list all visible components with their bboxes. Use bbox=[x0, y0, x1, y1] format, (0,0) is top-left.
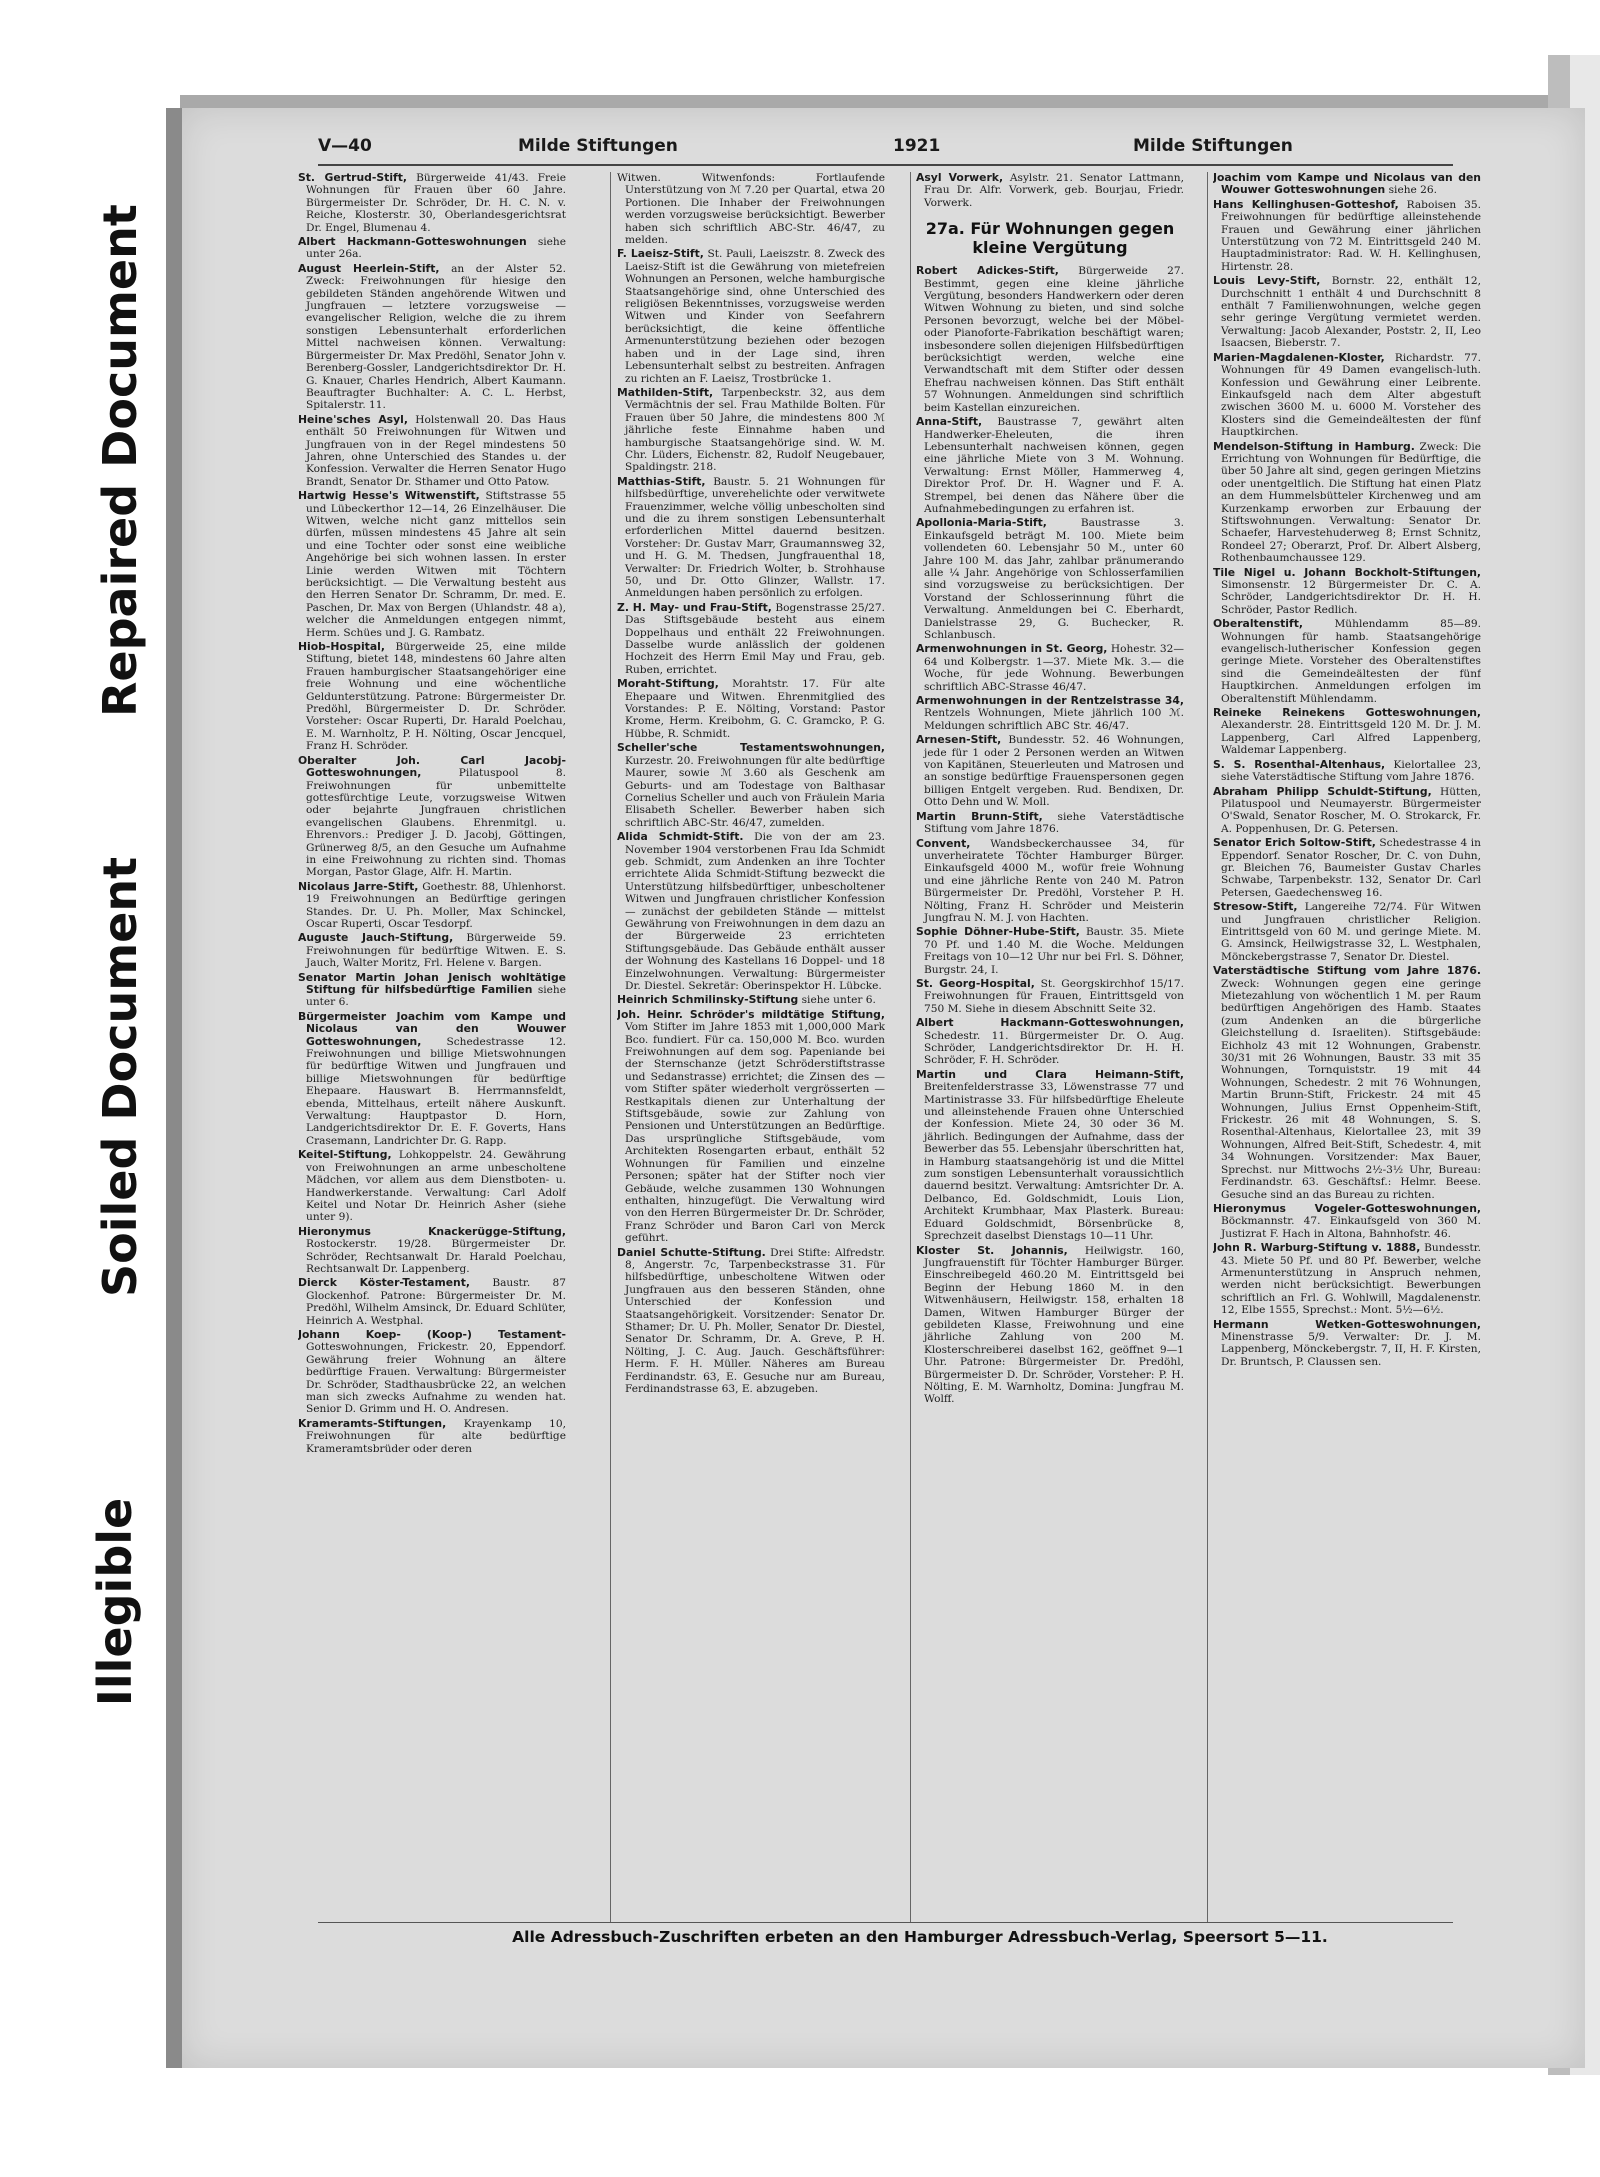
entry-text: Kielortallee 23, siehe Vaterstädtische Stiftung vom Jahre 1876. bbox=[1221, 758, 1481, 784]
directory-entry bbox=[916, 838, 1184, 925]
entry-name: Stresow-Stift, bbox=[1213, 900, 1298, 914]
entry-text: Stiftstrasse 55 und Lübeckerthor 12—14, 26 Einzelhäuser. Die Witwen, welche nicht ganz mittellos sein dürfen, müssen mindestens 45 Jahre alt sein und eine Tochter oder sonst eine weibliche Angehörige bei sich wohnen lassen. In erster Linie werden Witwen mit Töchtern berücksichtigt. — Die Verwaltung besteht aus den Herren Senator Dr. Schramm, Dr. med. E. Paschen, Dr. Max von Bergen (Uhlandstr. 48 a), welcher die Anmeldungen entgegen nimmt, Herm. Schües und J. G. Rambatz. bbox=[306, 490, 566, 639]
directory-entry bbox=[1213, 1203, 1481, 1240]
entry-name: Louis Levy-Stift, bbox=[1213, 274, 1321, 288]
header-year: 1921 bbox=[893, 136, 941, 156]
column-3 bbox=[916, 172, 1184, 1922]
entry-name: Dierck Köster-Testament, bbox=[298, 1276, 470, 1290]
entry-name: Alida Schmidt-Stift. bbox=[617, 830, 744, 844]
entry-name: Moraht-Stiftung, bbox=[617, 677, 719, 691]
entry-name: Keitel-Stiftung, bbox=[298, 1148, 392, 1162]
entry-text: Langereihe 72/74. Für Witwen und Jungfrauen christlicher Religion. Eintrittsgeld von 60 M. und geringe Miete. M. G. Amsinck, Heilwigstrasse 32, L. Westphalen, Mönckebergstrasse 7, Senator Dr. Diestel. bbox=[1221, 901, 1481, 963]
entry-text: Schedestr. 11. Bürgermeister Dr. O. Aug. Schröder, Landgerichtsdirektor Dr. H. H. Schröder, F. H. Schröder. bbox=[924, 1029, 1184, 1067]
entry-text: Bürgerweide 59. Freiwohnungen für bedürftige Witwen. E. S. Jauch, Walter Moritz, Frl. Helene v. Bargen. bbox=[306, 932, 566, 970]
directory-entry bbox=[617, 387, 885, 474]
directory-entry bbox=[916, 517, 1184, 641]
entry-name: Marien-Magdalenen-Kloster, bbox=[1213, 350, 1385, 364]
entry-name: August Heerlein-Stift, bbox=[298, 261, 440, 275]
directory-entry bbox=[298, 1011, 566, 1147]
directory-entry bbox=[298, 755, 566, 879]
entry-text: St. Georgskirchhof 15/17. Freiwohnungen für Frauen, Eintrittsgeld von 750 M. Siehe in diesem Abschnitt Seite 32. bbox=[924, 977, 1184, 1015]
entry-name: Kloster St. Johannis, bbox=[916, 1243, 1068, 1257]
entry-text: Rostockerstr. 19/28. Bürgermeister Dr. Schröder, Rechtsanwalt Dr. Harald Poelchau, Rechtsanwalt Dr. Lappenberg. bbox=[306, 1238, 566, 1275]
entry-name: St. Georg-Hospital, bbox=[916, 976, 1035, 990]
entry-text: Raboisen 35. Freiwohnungen für bedürftige alleinstehende Frauen und Gewährung einer jährlichen Unterstützung von 72 M. Eintrittsgeld 240 M. Hauptadministrator: Rad. W. H. Kellinghusen, Hirtenstr. 28. bbox=[1221, 198, 1481, 273]
entry-name: Auguste Jauch-Stiftung, bbox=[298, 931, 454, 945]
header-left-title: Milde Stiftungen bbox=[518, 136, 678, 156]
entry-name: Scheller'sche Testamentswohnungen, bbox=[617, 741, 885, 755]
column-1 bbox=[298, 172, 566, 1922]
soiled-document-label: Soiled Document bbox=[93, 856, 147, 1297]
entry-name: Reineke Reinekens Gotteswohnungen, bbox=[1213, 706, 1481, 720]
entry-text: Mühlendamm 85—89. Wohnungen für hamb. Staatsangehörige evangelisch-lutherischer Konfession gegen geringe Miete. Vorsteher des Oberaltenstiftes sind die Gemeindeältesten der fünf Hauptkirchen. Anmeldungen erfolgen im Oberaltenstift Mühlendamm. bbox=[1221, 618, 1481, 705]
entry-name: Martin Brunn-Stift, bbox=[916, 809, 1043, 823]
entry-text: Minenstrasse 5/9. Verwalter: Dr. J. M. Lappenberg, Mönckebergstr. 7, II, H. F. Kirsten, Dr. Bruntsch, P. Claussen sen. bbox=[1221, 1330, 1481, 1368]
entry-text: St. Pauli, Laeiszstr. 8. Zweck des Laeisz-Stift ist die Gewährung von mietefreien Wohnungen an Personen, welche hamburgische Staatsangehörige sind, ohne Unterschied des religiösen Bekenntnisses, vorzugsweise werden Witwen und Kinder von Seefahrern berücksichtigt, die keine öffentliche Armenunterstützung beziehen oder bezogen haben und in der Lage sind, ihren Lebensunterhalt selbst zu bestreiten. Anfragen zu richten an F. Laeisz, Trostbrücke 1. bbox=[625, 248, 885, 385]
entry-text: Pilatuspool 8. Freiwohnungen für unbemittelte gottesfürchtige Leute, vorzugsweise Witwen oder bejahrte Jungfrauen christlichen evangelischen Glaubens. Ehrenmitgl. u. Ehrenvors.: Prediger J. D. Jacobj, Göttingen, Grünerweg 8/5, an den Gesuche um Aufnahme in eine Freiwohnung zu richten sind. Thomas Morgan, Pastor Glage, Alfr. H. Martin. bbox=[306, 767, 566, 879]
entry-text: Zweck: Wohnungen gegen eine geringe Mietezahlung von wöchentlich 1 M. per Raum bedürftigen Angehörigen des Hamb. Staates (zum Andenken an die bürgerliche Gleichstellung d. Israeliten). Stiftsgebäude: Eichholz 43 mit 12 Wohnungen, Grabenstr. 30/31 mit 26 Wohnungen, Baustr. 33 mit 35 Wohnungen, Tornquiststr. 19 mit 44 Wohnungen, Schedestr. 2 mit 76 Wohnungen, Martin Brunn-Stift, Frickestr. 24 mit 45 Wohnungen, Julius Ernst Oppenheim-Stift, Frickestr. 26 mit 48 Wohnungen, S. S. Rosenthal-Altenhaus, Kielortallee 23, mit 39 Wohnungen, Alfred Beit-Stift, Schedestr. 4, mit 34 Wohnungen. Vorsitzender: Max Bauer, Sprechst. nur Mittwochs 2½-3½ Uhr, Bureau: Ferdinandstr. 63. Geschäftsf.: Helmr. Beese. Gesuche sind an das Bureau zu richten. bbox=[1221, 977, 1481, 1201]
entry-text: Baustr. 35. Miete 70 Pf. und 1.40 M. die Woche. Meldungen Freitags von 10—12 Uhr nur bei Frl. S. Döhner, Burgstr. 24, I. bbox=[924, 926, 1184, 976]
entry-name: Z. H. May- und Frau-Stift, bbox=[617, 600, 772, 614]
directory-entry bbox=[1213, 172, 1481, 197]
entry-text: Schedestrasse 4 in Eppendorf. Senator Roscher, Dr. C. von Duhn, gr. Bleichen 76, Baumeister Gustav Charles Schwabe, Tarpenbekstr. 132, Senator Dr. Carl Petersen, Gaedechensweg 16. bbox=[1221, 837, 1481, 899]
entry-text: Lohkoppelstr. 24. Gewährung von Freiwohnungen an arme unbescholtene Mädchen, vor allem aus dem Dienstboten- u. Handwerkerstande. Verwaltung: Carl Adolf Keitel und Notar Dr. Heinrich Asher (siehe unter 9). bbox=[306, 1149, 566, 1224]
entry-text: Bornstr. 22, enthält 12, Durchschnitt 1 enthält 4 und Durchschnitt 8 enthält 7 Familienwohnungen, welche gegen sehr geringe Vergütung vermietet werden. Verwaltung: Jacob Alexander, Poststr. 2, II, Leo Isaacsen, Bieberstr. 7. bbox=[1221, 275, 1481, 350]
entry-name: Robert Adickes-Stift, bbox=[916, 264, 1059, 278]
entry-text: Richardstr. 77. Wohnungen für 49 Damen evangelisch-luth. Konfession und Gewährung einer Leibrente. Einkaufsgeld nach dem Alter abgestuft zwischen 3600 M. u. 6000 M. Vorsteher des Klosters sind die Gemeindeältesten der fünf Hauptkirchen. bbox=[1221, 351, 1481, 439]
directory-entry bbox=[298, 881, 566, 931]
directory-entry bbox=[298, 1226, 566, 1276]
entry-name: Hiob-Hospital, bbox=[298, 640, 385, 654]
directory-entry bbox=[617, 172, 885, 246]
column-2 bbox=[617, 172, 885, 1922]
directory-entry bbox=[298, 1329, 566, 1416]
entry-name: Nicolaus Jarre-Stift, bbox=[298, 879, 419, 893]
column-rule bbox=[610, 172, 611, 1922]
entry-text: siehe unter 26a. bbox=[306, 236, 566, 261]
entry-text: Bogenstrasse 25/27. Das Stiftsgebäude besteht aus einem Doppelhaus und enthält 22 Freiwohnungen. Dasselbe wurde anlässlich der goldenen Hochzeit des Herrn Emil May und Frau, geb. Ruben, errichtet. bbox=[625, 601, 885, 676]
directory-entry bbox=[298, 972, 566, 1009]
entry-name: Albert Hackmann-Gotteswohnungen, bbox=[916, 1016, 1184, 1030]
directory-entry bbox=[916, 1069, 1184, 1243]
entry-name: Oberaltenstift, bbox=[1213, 617, 1303, 631]
directory-entry bbox=[298, 932, 566, 969]
directory-entry bbox=[1213, 567, 1481, 617]
entry-text: Bundesstr. 43. Miete 50 Pf. und 80 Pf. Bewerber, welche Armenunterstützung in Anspruch nehmen, werden nicht berücksichtigt. Bewerbungen schriftlich an Frl. G. Wohlwill, Magdalenenstr. 12, Elbe 1555, Sprechst.: Mont. 5½—6½. bbox=[1221, 1242, 1481, 1317]
entry-text: Die von der am 23. November 1904 verstorbenen Frau Ida Schmidt geb. Schmidt, zum Andenken an ihre Tochter errichtete Alida Schmidt-Stiftung bezweckt die Unterstützung hilfsbedürftiger, unbescholtener Witwen und Jungfrauen christlicher Konfession — zunächst der gebildeten Stände — mittelst Gewährung von Freiwohnungen in dem dazu an der Bürgerweide 23 errichteten Stiftungsgebäude. Das Gebäude enthält ausser der Wohnung des Kastellans 16 Doppel- und 18 Einzelwohnungen. Verwaltung: Bürgermeister Dr. Diestel. Sekretär: Oberinspektor H. Lübcke. bbox=[625, 831, 885, 992]
entry-text: siehe 26. bbox=[1388, 184, 1438, 197]
entry-name: Daniel Schutte-Stiftung. bbox=[617, 1245, 766, 1259]
illegible-label: Illegible bbox=[88, 1497, 142, 1707]
directory-entry bbox=[1213, 275, 1481, 349]
page-footer: Alle Adressbuch-Zuschriften erbeten an den Hamburger Adressbuch-Verlag, Speersort 5—11. bbox=[512, 1928, 1328, 1946]
entry-text: siehe unter 6. bbox=[306, 984, 566, 1009]
entry-name: Tile Nigel u. Johann Bockholt-Stiftungen, bbox=[1213, 565, 1481, 579]
column-4 bbox=[1213, 172, 1481, 1922]
column-rule bbox=[910, 172, 911, 1922]
entry-name: Convent, bbox=[916, 836, 971, 850]
directory-entry bbox=[916, 1245, 1184, 1406]
entry-text: Simonsenstr. 12 Bürgermeister Dr. C. A. Schröder, Landgerichtsdirektor Dr. H. H. Schröder, Pastor Redlich. bbox=[1221, 579, 1481, 616]
directory-entry bbox=[916, 416, 1184, 515]
column-rule bbox=[1207, 172, 1208, 1922]
directory-entry bbox=[916, 926, 1184, 976]
entry-text: Heilwigstr. 160, Jungfrauenstift für Töchter Hamburger Bürger. Einschreibegeld 460.20 M. Eintrittsgeld bei Beginn der Hebung 1860 M. in den Witwenhäusern, Heilwigstr. 158, erhalten 18 Damen, Witwen Hamburger Bürger der gebildeten Klasse, Freiwohnung und eine jährliche Zahlung von 200 M. Klosterschreiberei daselbst 162, geöffnet 9—1 Uhr. Patrone: Bürgermeister Dr. Predöhl, Bürgermeister D. Dr. Schröder, Vorsteher: P. H. Nölting, E. M. Warnholtz, Domina: Jungfrau M. Wolff. bbox=[924, 1244, 1184, 1406]
entry-text: Krayenkamp 10, Freiwohnungen für alte bedürftige Krameramtsbrüder oder deren bbox=[306, 1417, 566, 1455]
entry-text: Baustrasse 7, gewährt alten Handwerker-Eheleuten, die ihren Lebensunterhalt nachweisen können, gegen eine jährliche Miete von 3 M. Wohnung. Verwaltung: Ernst Möller, Hammerweg 4, Direktor Prof. Dr. H. Wagner und F. A. Strempel, bei denen das Nähere über die Aufnahmebedingungen zu erfahren ist. bbox=[924, 416, 1184, 515]
entry-text: Drei Stifte: Alfredstr. 8, Angerstr. 7c, Tarpenbeckstrasse 31. Für hilfsbedürftige, unbescholtene Witwen oder Jungfrauen aus den besseren Ständen, ohne Unterschied der Konfession und Staatsangehörigkeit. Vorsitzender: Senator Dr. Sthamer; Dr. U. Ph. Moller, Senator Dr. Diestel, Senator Dr. Schramm, Dr. A. Greve, P. H. Nölting, J. C. Aug. Jauch. Geschäftsführer: Herm. F. H. Müller. Näheres am Bureau Ferdinandstr. 63, E. Gesuche nur am Bureau, Ferdinandstrasse 63, E. abzugeben. bbox=[625, 1246, 885, 1395]
entry-text: Böckmannstr. 47. Einkaufsgeld von 360 M. Justizrat F. Hach in Altona, Bahnhofstr. 46. bbox=[1221, 1215, 1481, 1240]
entry-name: Mendelson-Stiftung in Hamburg. bbox=[1213, 439, 1415, 453]
entry-name: Abraham Philipp Schuldt-Stiftung, bbox=[1213, 784, 1432, 798]
directory-entry bbox=[298, 490, 566, 639]
directory-entry bbox=[1213, 707, 1481, 757]
page-left-edge bbox=[166, 108, 182, 2068]
entry-name: Asyl Vorwerk, bbox=[916, 172, 1004, 184]
entry-text: Bürgerweide 41/43. Freie Wohnungen für Frauen über 60 Jahre. Bürgermeister Dr. Schröder, Dr. H. C. N. v. Reiche, Klosterstr. 30, Oberlandesgerichtsrat Dr. Engel, Blumenau 4. bbox=[306, 172, 566, 234]
directory-entry bbox=[916, 734, 1184, 808]
directory-entry bbox=[1213, 199, 1481, 273]
directory-entry bbox=[916, 695, 1184, 732]
entry-name: Anna-Stift, bbox=[916, 415, 983, 429]
entry-text: Asylstr. 21. Senator Lattmann, Frau Dr. Alfr. Vorwerk, geb. Bourjau, Friedr. Vorwerk. bbox=[924, 172, 1184, 209]
directory-entry bbox=[916, 811, 1184, 836]
directory-entry bbox=[916, 172, 1184, 209]
directory-entry bbox=[617, 1009, 885, 1245]
entry-name: Armenwohnungen in St. Georg, bbox=[916, 642, 1108, 656]
entry-name: St. Gertrud-Stift, bbox=[298, 172, 407, 184]
entry-text: siehe Vaterstädtische Stiftung vom Jahre 1876. bbox=[924, 810, 1184, 836]
directory-entry bbox=[298, 1149, 566, 1223]
entry-name: Bürgermeister Joachim vom Kampe und Nicolaus van den Wouwer Gotteswohnungen, bbox=[298, 1009, 566, 1048]
entry-name: Albert Hackmann-Gotteswohnungen bbox=[298, 235, 527, 249]
directory-entry bbox=[617, 831, 885, 992]
directory-entry bbox=[298, 172, 566, 234]
entry-text: Baustrasse 3. Einkaufsgeld beträgt M. 100. Miete beim vollendeten 60. Lebensjahr 50 M., unter 60 Jahre 100 M. das Jahr, zahlbar pränumerando alle ¼ Jahr. Angehörige von Schlosserfamilien sind vorzugsweise zu berücksichtigen. Der Vorstand der Schlosserinnung führt die Verwaltung. Anmeldungen bei C. Eberhardt, Danielstrasse 29, G. Buchecker, R. Schlanbusch. bbox=[924, 517, 1184, 641]
repaired-document-label: Repaired Document bbox=[93, 204, 147, 717]
entry-name: Mathilden-Stift, bbox=[617, 385, 714, 399]
entry-name: Heinrich Schmilinsky-Stiftung bbox=[617, 993, 799, 1007]
entry-name: Johann Koep- (Koop-) Testament- bbox=[298, 1327, 566, 1341]
directory-entry bbox=[617, 248, 885, 384]
directory-entry bbox=[1213, 1242, 1481, 1316]
entry-text: Gotteswohnungen, Frickestr. 20, Eppendorf. Gewährung freier Wohnung an ältere bedürftige Frauen. Verwaltung: Bürgermeister Dr. Schröder, Stadthausbrücke 22, an welchen man sich zwecks Aufnahme zu wenden hat. Senior D. Grimm und H. O. Andresen. bbox=[306, 1341, 566, 1416]
entry-name: Oberalter Joh. Carl Jacobj-Gotteswohnungen, bbox=[298, 753, 566, 780]
entry-name: Hans Kellinghusen-Gotteshof, bbox=[1213, 197, 1399, 211]
header-rule bbox=[318, 164, 1453, 166]
entry-text: Wandsbeckerchaussee 34, für unverheiratete Töchter Hamburger Bürger. Einkaufsgeld 4000 M., wofür freie Wohnung und eine jährliche Rente von 240 M. Patron Bürgermeister Dr. Predöhl, Vorsteher P. H. Nölting, Franz H. Schröder und Meisterin Jungfrau N. M. J. von Hachten. bbox=[924, 837, 1184, 924]
page-number: V—40 bbox=[318, 136, 372, 156]
entry-text: Holstenwall 20. Das Haus enthält 50 Freiwohnungen für Witwen und Jungfrauen von in der Regel mindestens 50 Jahren, ohne Unterschied des Standes u. der Konfession. Verwalter die Herren Senator Hugo Brandt, Senator Dr. Sthamer und Otto Patow. bbox=[306, 413, 566, 488]
entry-text: an der Alster 52. Zweck: Freiwohnungen für hiesige den gebildeten Ständen angehörende Witwen und Jungfrauen — letztere vorzugsweise — evangelischer Religion, welche die zu ihrem sonstigen Lebensunterhalt erforderlichen Mittel nachweisen können. Verwaltung: Bürgermeister Dr. Max Predöhl, Senator John v. Berenberg-Gossler, Landgerichtsdirektor Dr. H. G. Knauer, Charles Hendrich, Albert Kaumann. Beauftragter Buchhalter: A. C. L. Herbst, Spitalerstr. 11. bbox=[306, 262, 566, 412]
directory-entry bbox=[1213, 901, 1481, 963]
entry-text: Breitenfelderstrasse 33, Löwenstrasse 77 und Martinistrasse 33. Für hilfsbedürftige Eheleute und alleinstehende Frauen ohne Unterschied der Konfession. Miete 24, 30 oder 36 M. jährlich. Bedingungen der Aufnahme, dass der Bewerber das 55. Lebensjahr überschritten hat, in Hamburg staatsangehörig ist und die Mittel zum sonstigen Lebensunterhalt voraussichtlich dauernd besitzt. Verwaltung: Amtsrichter Dr. A. Delbanco, Ed. Goldschmidt, Louis Lion, Architekt Krumbhaar, Max Plasterk. Bureau: Eduard Goldschmidt, Börsenbrücke 8, Sprechzeit daselbst Dienstags 10—11 Uhr. bbox=[924, 1081, 1184, 1243]
entry-name: Hartwig Hesse's Witwenstift, bbox=[298, 489, 480, 503]
entry-text: Baustr. 87 Glockenhof. Patrone: Bürgermeister Dr. M. Predöhl, Wilhelm Amsinck, Dr. Eduard Schlüter, Heinrich A. Westphal. bbox=[306, 1277, 566, 1327]
header-right-title: Milde Stiftungen bbox=[1133, 136, 1293, 156]
directory-entry bbox=[1213, 837, 1481, 899]
entry-text: Kurzestr. 20. Freiwohnungen für alte bedürftige Maurer, sowie ℳ 3.60 als Geschenk am Geburts- und am Todestage von Balthasar Cornelius Scheller und auch von Fräulein Maria Elisabeth Scheller. Bewerber haben sich schriftlich ABC-Str. 46/47, zumelden. bbox=[625, 754, 885, 829]
directory-entry bbox=[617, 602, 885, 676]
directory-entry bbox=[617, 1247, 885, 1396]
entry-name: Joachim vom Kampe und Nicolaus van den Wouwer Gotteswohnungen bbox=[1213, 172, 1481, 197]
entry-name: Hieronymus Vogeler-Gotteswohnungen, bbox=[1213, 1201, 1481, 1215]
directory-entry bbox=[298, 1418, 566, 1455]
directory-entry bbox=[916, 643, 1184, 693]
entry-text: Goethestr. 88, Uhlenhorst. 19 Freiwohnungen an Bedürftige geringen Standes. Dr. U. Ph. Moller, Max Schinckel, Oscar Ruperti, Oscar Tesdorpf. bbox=[306, 880, 566, 930]
entry-name: Sophie Döhner-Hube-Stift, bbox=[916, 925, 1080, 939]
directory-entry bbox=[916, 978, 1184, 1015]
entry-name: Martin und Clara Heimann-Stift, bbox=[916, 1067, 1184, 1081]
entry-text: Bürgerweide 25, eine milde Stiftung, bietet 148, mindestens 60 Jahre alten Frauen hamburgischer Staatsangehöriger eine freie Wohnung und eine wöchentliche Geldunterstützung. Patrone: Bürgermeister Dr. Predöhl, Bürgermeister D. Dr. Schröder. Vorsteher: Oscar Ruperti, Dr. Harald Poelchau, E. M. Warnholtz, P. H. Nölting, Oscar Jencquel, Franz H. Schröder. bbox=[306, 641, 566, 753]
entry-text: Hohestr. 32—64 und Kolbergstr. 1—37. Miete Mk. 3.— die Woche, für jede Wohnung. Bewerbungen schriftlich ABC-Strasse 46/47. bbox=[924, 643, 1184, 693]
entry-text: Vom Stifter im Jahre 1853 mit 1,000,000 Mark Bco. fundiert. Für ca. 150,000 M. Bco. wurden Freiwohnungen auf dem sog. Papeniande bei der Sternschanze (jetzt Schröderstiftstrasse und Sedanstrasse) errichtet; die Zinsen des — vom Stifter später wiederholt vergrösserten — Restkapitals dienen zur Unterhaltung der Stiftsgebäude, sowie zur Zahlung von Pensionen und Unterstützungen an Bedürftige. Das ursprüngliche Stiftsgebäude, vom Architekten Rosengarten erbaut, enthält 52 Wohnungen für Familien und einzelne Personen; später hat der Stifter noch vier Gebäude, welche zusammen 130 Wohnungen enthalten, hinzugefügt. Die Verwaltung wird von den Herren Bürgermeister Dr. Dr. Schröder, Franz Schröder und Baron Carl von Merck geführt. bbox=[625, 1021, 885, 1245]
directory-entry bbox=[298, 263, 566, 412]
entry-text: Schedestrasse 12. Freiwohnungen und billige Mietswohnungen für bedürftige Witwen und Jungfrauen und billige Mietswohnungen für bedürftige Ehepaare. Hauswart B. Herrmannsfeldt, ebenda, Mittelhaus, erteilt nähere Auskunft. Verwaltung: Hauptpastor D. Horn, Landgerichtsdirektor Dr. E. F. Goverts, Hans Crasemann, Landrichter Dr. G. Rapp. bbox=[306, 1035, 566, 1147]
entry-text: Bürgerweide 27. Bestimmt, gegen eine kleine jährliche Vergütung, besonders Handwerkern oder deren Witwen Wohnung zu bieten, und sind solche Personen bevorzugt, welche bei der Möbel- oder Pianoforte-Fabrikation beschäftigt waren; insbesondere sollen diejenigen Hilfsbedürftigen berücksichtigt werden, welche eine Verwandtschaft mit dem Stifter oder dessen Ehefrau nachweisen können. Das Stift enthält 57 Wohnungen. Anmeldungen sind schriftlich beim Kastellan einzureichen. bbox=[924, 265, 1184, 414]
entry-name: Heine'sches Asyl, bbox=[298, 412, 408, 426]
entry-name: Armenwohnungen in der Rentzelstrasse 34, bbox=[916, 694, 1184, 708]
directory-entry bbox=[1213, 618, 1481, 705]
directory-entry bbox=[298, 1277, 566, 1327]
directory-entry bbox=[298, 641, 566, 753]
directory-entry bbox=[617, 476, 885, 600]
entry-text: Hütten, Pilatuspool und Neumayerstr. Bürgermeister O'Swald, Senator Roscher, M. O. Strokarck, Fr. A. Poppenhusen, Dr. G. Petersen. bbox=[1221, 785, 1481, 835]
directory-entry bbox=[916, 265, 1184, 414]
entry-text: Rentzels Wohnungen, Miete jährlich 100 ℳ. Meldungen schriftlich ABC Str. 46/47. bbox=[924, 707, 1184, 732]
directory-entry bbox=[1213, 441, 1481, 565]
entry-text: Morahtstr. 17. Für alte Ehepaare und Witwen. Ehrenmitglied des Vorstandes: P. E. Nölting, Vorstand: Pastor Krome, Herm. Kreibohm, G. C. Gramcko, P. G. Hübbe, R. Schmidt. bbox=[625, 678, 885, 740]
entry-name: Joh. Heinr. Schröder's mildtätige Stiftung, bbox=[617, 1007, 885, 1021]
directory-entry bbox=[298, 236, 566, 261]
directory-entry bbox=[1213, 759, 1481, 784]
directory-entry bbox=[1213, 965, 1481, 1201]
entry-name: S. S. Rosenthal-Altenhaus, bbox=[1213, 757, 1386, 771]
entry-text: Witwen. Witwenfonds: Fortlaufende Unterstützung von ℳ 7.20 per Quartal, etwa 20 Portionen. Die Inhaber der Freiwohnungen werden vorzugsweise berücksichtigt. Bewerber haben sich schriftlich ABC-Str. 46/47, zu melden. bbox=[617, 172, 885, 247]
page-header bbox=[318, 136, 1453, 166]
entry-name: Apollonia-Maria-Stift, bbox=[916, 516, 1047, 530]
entry-name: Senator Erich Soltow-Stift, bbox=[1213, 836, 1376, 850]
directory-entry bbox=[617, 678, 885, 740]
directory-entry bbox=[1213, 352, 1481, 439]
directory-entry bbox=[617, 994, 885, 1006]
entry-name: Senator Martin Johan Jenisch wohltätige Stiftung für hilfsbedürftige Familien bbox=[298, 970, 566, 996]
entry-name: Hermann Wetken-Gotteswohnungen, bbox=[1213, 1317, 1481, 1331]
entry-text: Tarpenbeckstr. 32, aus dem Vermächtnis der sel. Frau Mathilde Bolten. Für Frauen über 50 Jahre, die mindestens 800 ℳ jährliche feste Einnahme haben und hamburgische Staatsangehörige sind. W. M. Chr. Lüders, Eichenstr. 82, Rudolf Neugebauer, Spaldingstr. 218. bbox=[625, 386, 885, 474]
entry-name: F. Laeisz-Stift, bbox=[617, 247, 704, 261]
entry-name: John R. Warburg-Stiftung v. 1888, bbox=[1213, 1241, 1421, 1255]
entry-text: Alexanderstr. 28. Eintrittsgeld 120 M. Dr. J. M. Lappenberg, Carl Alfred Lappenberg, Waldemar Lappenberg. bbox=[1221, 719, 1481, 757]
entry-name: Krameramts-Stiftungen, bbox=[298, 1416, 447, 1430]
entry-name: Matthias-Stift, bbox=[617, 474, 706, 488]
directory-entry bbox=[1213, 786, 1481, 836]
directory-entry bbox=[617, 742, 885, 829]
entry-text: siehe unter 6. bbox=[801, 994, 876, 1007]
directory-entry bbox=[298, 414, 566, 488]
directory-entry bbox=[916, 1017, 1184, 1067]
entry-text: Bundesstr. 52. 46 Wohnungen, jede für 1 oder 2 Personen werden an Witwen von Kapitänen, Steuerleuten und Matrosen und an sonstige bedürftige Frauenspersonen gegen billigen Entgelt vergeben. Rud. Bendixen, Dr. Otto Dehn und W. Moll. bbox=[924, 734, 1184, 809]
entry-name: Hieronymus Knackerügge-Stiftung, bbox=[298, 1224, 566, 1238]
footer-rule bbox=[318, 1922, 1453, 1923]
section-title-27a: 27a. Für Wohnungen gegen kleine Vergütung bbox=[925, 219, 1175, 258]
entry-text: Zweck: Die Errichtung von Wohnungen für Bedürftige, die über 50 Jahre alt sind, gegen geringen Mietzins oder unentgeltlich. Die Stiftung hat einen Platz an dem Hummelsbütteler Kirchenweg und am Kurzenkamp erworben zur Erbauung der Stiftswohnungen. Verwaltung: Senator Dr. Schaefer, Harvestehuderweg 8; Ernst Schnitz, Rondeel 27; Oberarzt, Prof. Dr. Albert Alsberg, Rothenbaumchaussee 129. bbox=[1221, 440, 1481, 565]
directory-entry bbox=[1213, 1319, 1481, 1369]
entry-name: Vaterstädtische Stiftung vom Jahre 1876. bbox=[1213, 964, 1481, 978]
entry-text: Baustr. 5. 21 Wohnungen für hilfsbedürftige, unverehelichte oder verwitwete Frauenzimmer, welche völlig unbescholten sind und die zu ihrem sonstigen Lebensunterhalt erforderlichen Mittel dauernd besitzen. Vorsteher: Dr. Gustav Marr, Graumannsweg 32, und H. G. M. Thedsen, Jungfrauenthal 18, Verwalter: Dr. Friedrich Wolter, b. Strohhause 50, und Dr. Otto Glinzer, Wallstr. 17. Anmeldungen haben persönlich zu erfolgen. bbox=[625, 475, 885, 600]
entry-name: Arnesen-Stift, bbox=[916, 733, 1002, 747]
